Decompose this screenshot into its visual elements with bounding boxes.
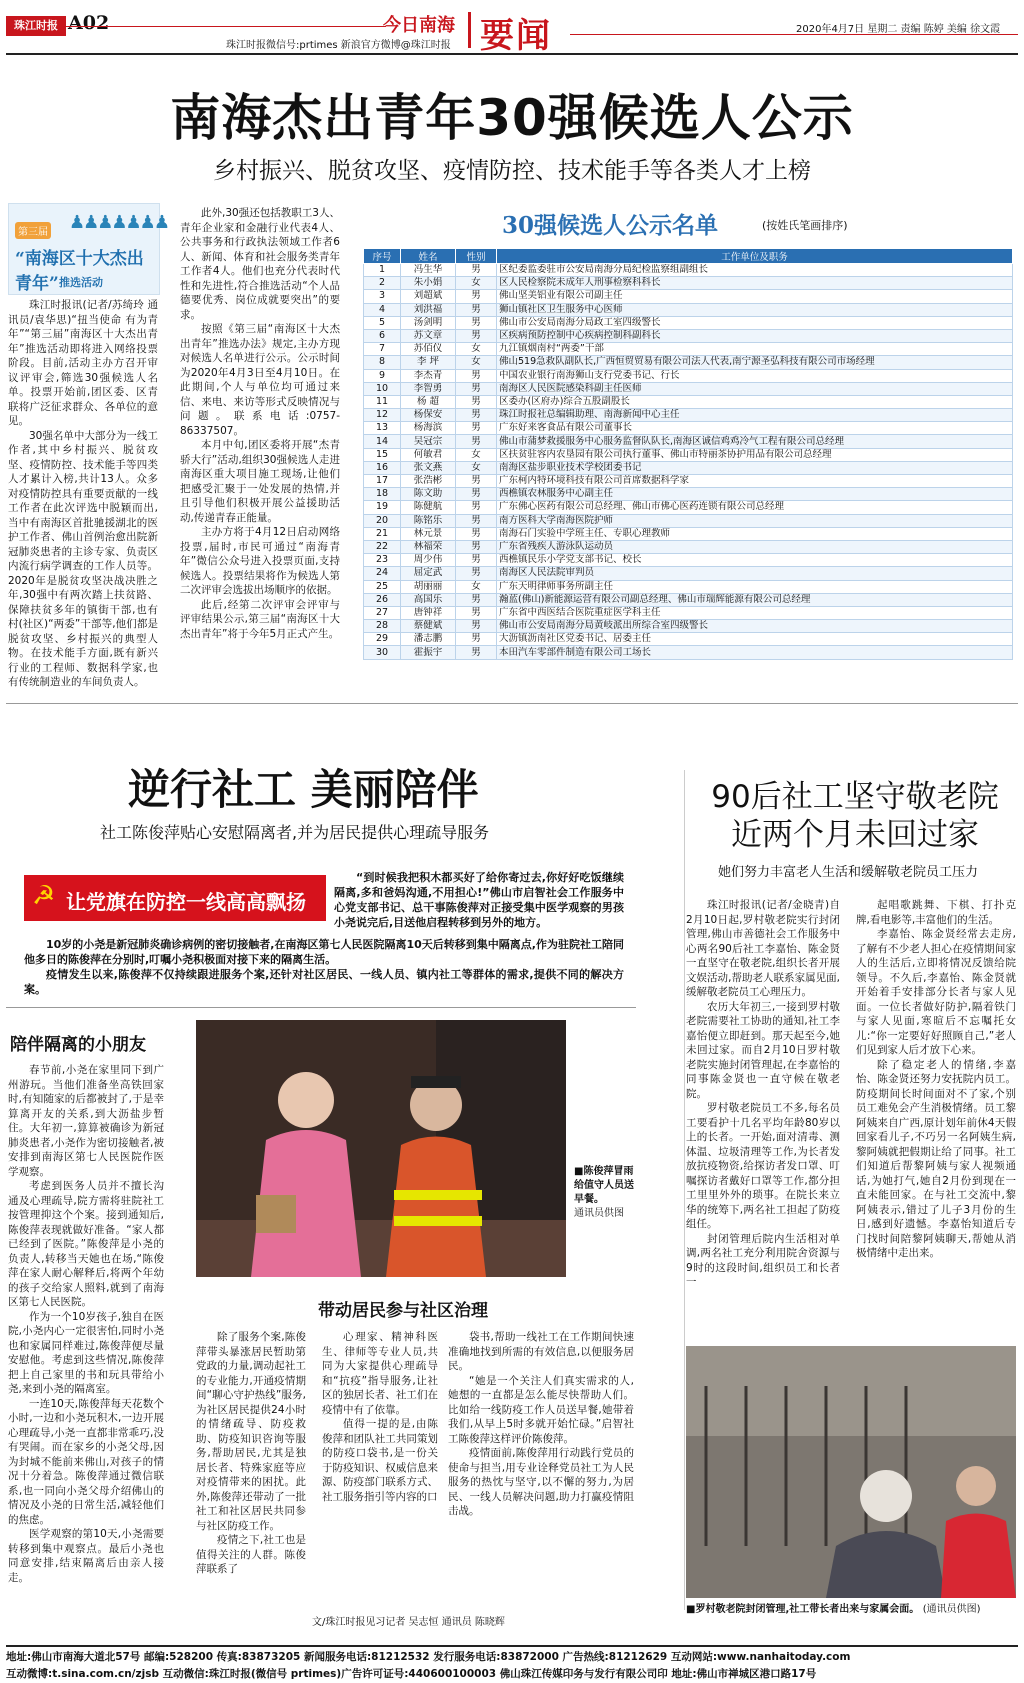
cell-gender: 男: [456, 514, 497, 527]
cell-unit: 南海区盐步职业技术学校团委书记: [497, 461, 1013, 474]
cell-name: 朱小娟: [401, 277, 456, 290]
table-row: [364, 277, 1013, 290]
cell-name: 杨保安: [401, 409, 456, 422]
cell-unit: 中国农业银行南海狮山支行党委书记、行长: [497, 369, 1013, 382]
table-row: [364, 356, 1013, 369]
cell-no: 22: [364, 540, 401, 553]
table-row: [364, 554, 1013, 567]
cell-gender: 男: [456, 264, 497, 277]
candidates-table-body: [364, 264, 1013, 660]
cell-unit: 佛山519急救队副队长,广西恒贸贸易有限公司法人代表,南宁源圣弘科技有限公司市场经理: [497, 356, 1013, 369]
cell-no: 11: [364, 395, 401, 408]
table-row: [364, 264, 1013, 277]
cell-no: 1: [364, 264, 401, 277]
cell-no: 27: [364, 606, 401, 619]
cell-gender: 男: [456, 475, 497, 488]
table-row: [364, 633, 1013, 646]
cell-name: 霍振宇: [401, 646, 456, 659]
table-row: [364, 593, 1013, 606]
banner-tag: 第三届: [15, 222, 51, 239]
cell-gender: 男: [456, 329, 497, 342]
party-flag-banner: [24, 875, 326, 921]
paragraph: 医学观察的第10天,小尧需要转移到集中观察点。最后小尧也同意安排,结束隔离后由亲人接走。: [8, 1528, 164, 1584]
cell-no: 12: [364, 409, 401, 422]
cell-unit: 南海区人民医院感染科副主任医师: [497, 382, 1013, 395]
cell-no: 2: [364, 277, 401, 290]
cell-unit: 佛山市蒲梦救援服务中心服务监督队队长,南海区诚信鸡鸡冷气工程有限公司总经理: [497, 435, 1013, 448]
table-header-row: [364, 249, 1013, 264]
page-footer: [6, 1645, 1018, 1683]
cell-name: 杨 超: [401, 395, 456, 408]
cell-gender: 男: [456, 382, 497, 395]
cell-name: 屈定武: [401, 567, 456, 580]
cell-name: 张文燕: [401, 461, 456, 474]
newspaper-logo: 珠江时报: [6, 16, 66, 36]
cell-name: 李杰青: [401, 369, 456, 382]
cell-name: 苏佰仪: [401, 343, 456, 356]
cell-unit: 区纪委监委驻市公安局南海分局纪检监察组副组长: [497, 264, 1013, 277]
paragraph: 疫情之下,社工也是值得关注的人群。陈俊萍联系了: [196, 1534, 306, 1575]
nursing-home-photo: [686, 1346, 1016, 1598]
cell-gender: 男: [456, 540, 497, 553]
cell-name: 高国乐: [401, 593, 456, 606]
cell-gender: 男: [456, 290, 497, 303]
cell-unit: 珠江时报社总编辑助理、南海新闻中心主任: [497, 409, 1013, 422]
cell-name: 周少伟: [401, 554, 456, 567]
paragraph: 此外,30强还包括教职工3人、青年企业家和金融行业代表4人、公共事务和行政执法领域工作者6人、新闻、体育和社会服务类青年工作者4人。他们也充分代表时代性和先进性,符合推选活动“个人品德要优秀、岗位成就要突出”的要求。: [180, 207, 340, 321]
table-row: [364, 540, 1013, 553]
candidates-title: 30强候选人公示名单: [502, 212, 719, 239]
photo-caption: ■陈俊萍冒雨给值守人员送早餐。: [574, 1166, 634, 1205]
table-row: [364, 488, 1013, 501]
story2-lead: [24, 937, 624, 997]
cell-name: 林元景: [401, 527, 456, 540]
cell-unit: 佛山市公安局南海分局政工室四级警长: [497, 316, 1013, 329]
table-row: [364, 448, 1013, 461]
cell-no: 14: [364, 435, 401, 448]
cell-unit: 广东好来客食品有限公司董事长: [497, 422, 1013, 435]
cell-name: 蔡健斌: [401, 620, 456, 633]
cell-gender: 男: [456, 567, 497, 580]
cell-no: 3: [364, 290, 401, 303]
cell-gender: 女: [456, 448, 497, 461]
paragraph: 罗村敬老院员工不多,每名员工要看护十几名平均年龄80岁以上的长者。一开始,面对清毒、测体温、垃圾清理等工作,为长者发放抗疫物资,给探访者发口罩、叮嘱探访者戴好口罩等工作,都分担工里里外外的琐事。在院长来立华的统筹下,两名社工担起了防疫组任。: [686, 1102, 840, 1230]
cell-name: 刘超斌: [401, 290, 456, 303]
paragraph: 考虑到医务人员并不擅长沟通及心理疏导,院方需将驻院社工按管理抑这个个案。接到通知后,陈俊萍表现就做好准备。“家人都已经到了医院。”陈俊萍是小尧的负责人,转移当天她也在场,“陈俊萍在家人耐心解释后,将两个年幼的孩子交给家人照料,就到了南海区第七人民医院。: [8, 1180, 164, 1308]
header-gender: 性别: [456, 249, 497, 264]
cell-gender: 男: [456, 593, 497, 606]
cell-gender: 男: [456, 316, 497, 329]
section-name: 要闻: [480, 16, 552, 56]
cell-unit: 区委办(区府办)综合五股副股长: [497, 395, 1013, 408]
paragraph: 一连10天,陈俊萍每天花数个小时,一边和小尧玩积木,一边开展心理疏导,小尧一直都非常乖巧,没有哭闹。而在家乡的小尧父母,因为封城不能前来佛山,对孩子的情况十分着急。陈俊萍通过微信联系,也一同向小尧父母介绍佛山的情况及小尧的日常生活,减轻他们的焦虑。: [8, 1397, 164, 1526]
cell-gender: 男: [456, 303, 497, 316]
cell-unit: 广东省残疾人游泳队运动员: [497, 540, 1013, 553]
cell-no: 18: [364, 488, 401, 501]
paragraph: 起唱歌跳舞、下棋、打扑克牌,看电影等,丰富他们的生活。: [856, 899, 1016, 926]
paragraph: 此后,经第二次评审会评审与评审结果公示,第三届“南海区十大杰出青年”将于今年5月正式产生。: [180, 598, 340, 640]
paragraph: 珠江时报讯(记者/苏绮玲 通讯员/袁华思)“扭当使命 有为青年”“第三届”南海区十大杰出青年”推选活动即将进入网络投票阶段。目前,活动主办方召开审议评审会,筛选30强候选人名单。投票开始前,团区委、区青联将广泛征求群众、各单位的意见。: [8, 299, 158, 427]
cell-unit: 瀚蓝(佛山)新能源运营有限公司副总经理、佛山市瑞辉能源有限公司总经理: [497, 593, 1013, 606]
paragraph: 本月中旬,团区委将开展“杰青骄大行”活动,组织30强候选人走进南海区重大项目施工现场,让他们把感受汇聚于一处发展的热情,并且引导他们积极开展公益援助活动,传递青春正能量。: [180, 439, 340, 524]
cell-no: 16: [364, 461, 401, 474]
paragraph: 疫情面前,陈俊萍用行动践行党员的使命与担当,用专业诠释党员社工为人民服务的热忱与坚守,以不懈的努力,为居民、一线人员解决问题,助力打赢疫情阻击战。: [448, 1447, 634, 1517]
cell-unit: 佛山坚美铝业有限公司副主任: [497, 290, 1013, 303]
cell-name: 林福荣: [401, 540, 456, 553]
paragraph: 封闭管理后院内生活相对单调,两名社工充分利用院舍资源与9时的这段时间,组织员工和长者一: [686, 1232, 840, 1288]
paragraph: 主办方将于4月12日启动网络投票,届时,市民可通过“南海青年”微信公众号进入投票页面,支持候选人。投票结果将作为候选人第二次评审会选拔出场顺序的依据。: [180, 526, 340, 596]
dateline: 2020年4月7日 星期二 责编 陈婷 美编 徐文霞: [796, 24, 1001, 35]
cell-gender: 男: [456, 422, 497, 435]
cell-unit: 广东天明律师事务所副主任: [497, 580, 1013, 593]
cell-gender: 男: [456, 409, 497, 422]
table-row: [364, 316, 1013, 329]
cell-unit: 南海石门实验中学班主任、专职心理教师: [497, 527, 1013, 540]
cell-gender: 男: [456, 606, 497, 619]
section-today: 今日南海: [383, 15, 455, 36]
people-silhouettes-icon: ♟♟♟♟♟♟♟: [69, 212, 168, 233]
cell-no: 24: [364, 567, 401, 580]
cell-no: 10: [364, 382, 401, 395]
cell-no: 23: [364, 554, 401, 567]
story2-title: 逆行社工 美丽陪伴: [128, 765, 479, 814]
footer-line-2: 互动微博:t.sina.com.cn/zjsb 互动微信:珠江时报(微信号 prtimes)广告许可证号:440600100003 佛山珠江传媒印务与发行有限公司印 地址:佛山市禅城区港口路17号: [6, 1668, 817, 1680]
cell-no: 6: [364, 329, 401, 342]
lead-paragraph: 10岁的小尧是新冠肺炎确诊病例的密切接触者,在南海区第七人民医院隔离10天后转移到集中隔离点,作为驻院社工陪同他多日的陈俊萍在分别时,叮嘱小尧积极面对接下来的隔离生活。: [24, 938, 624, 966]
cell-name: 陈健航: [401, 501, 456, 514]
masthead-bottom-rule: [6, 53, 1018, 55]
cell-name: 李智勇: [401, 382, 456, 395]
paragraph: 除了服务个案,陈俊萍带头暴涨居民暂助第党政的力量,调动起社工的专业能力,开通疫情期间“聊心守护热线”服务,为社区居民提供24小时的情绪疏导、防疫救助、防疫知识咨询等服务,帮助居民,尤其是独居长者、特殊家庭等应对疫情带来的困扰。此外,陈俊萍还带动了一批社工和社区居民共同参与社区防疫工作。: [196, 1331, 306, 1532]
candidates-note: (按姓氏笔画排序): [762, 219, 848, 232]
table-row: [364, 422, 1013, 435]
cell-gender: 男: [456, 527, 497, 540]
story2-column-2: [196, 1330, 306, 1577]
cell-gender: 女: [456, 580, 497, 593]
cell-name: 潘志鹏: [401, 633, 456, 646]
cell-unit: 广东省中西医结合医院重症医学科主任: [497, 606, 1013, 619]
cell-no: 29: [364, 633, 401, 646]
story2-subhead-1: 陪伴隔离的小朋友: [10, 1035, 146, 1055]
story2-subtitle: 社工陈俊萍贴心安慰隔离者,并为居民提供心理疏导服务: [100, 823, 490, 842]
cell-no: 19: [364, 501, 401, 514]
nursing-home-photo-illustration: [686, 1346, 1016, 1598]
cell-unit: 广东柯内特环境科技有限公司首席数据科学家: [497, 475, 1013, 488]
table-row: [364, 382, 1013, 395]
paragraph: 春节前,小尧在家里同下到广州游玩。当他们准备坐高铁回家时,有知随家的后都被封了,于是幸算离开友的关系,到大沥盐步暂住。大年初一,算算被确诊为新冠肺炎患者,小尧作为密切接触者,被安排到南海区第七人民医院作医学观察。: [8, 1064, 164, 1178]
cell-unit: 南海区人民法院审判员: [497, 567, 1013, 580]
paragraph: 农历大年初三,一接到罗村敬老院需要社工协助的通知,社工李嘉怡便立即赶到。那天起至今,她未回过家。而自2月10日罗村敬老院实施封闭管理起,在李嘉怡的同事陈金贤也一直守候在敬老院。: [686, 1000, 840, 1100]
cell-unit: 本田汽车零部件制造有限公司工场长: [497, 646, 1013, 659]
cell-gender: 男: [456, 435, 497, 448]
wechat-line: 珠江时报微信号:prtimes 新浪官方微博@珠江时报: [226, 40, 451, 51]
cell-no: 4: [364, 303, 401, 316]
table-row: [364, 646, 1013, 659]
cell-name: 李 坪: [401, 356, 456, 369]
story3-photo-caption: [686, 1603, 1016, 1617]
paragraph: 心理家、精神科医生、律师等专业人员,共同为大家提供心理疏导和“抗疫”指导服务,让社区的独居长者、社工们在疫情中有了依靠。: [322, 1331, 438, 1416]
cell-gender: 女: [456, 277, 497, 290]
volunteer-photo-illustration: [196, 1020, 566, 1277]
table-row: [364, 580, 1013, 593]
story3-column-1: [686, 898, 840, 1290]
cell-no: 26: [364, 593, 401, 606]
volunteer-photo: [196, 1020, 566, 1277]
cell-no: 25: [364, 580, 401, 593]
cell-gender: 男: [456, 501, 497, 514]
cell-unit: 西樵镇民乐小学党支部书记、校长: [497, 554, 1013, 567]
cell-no: 7: [364, 343, 401, 356]
cell-unit: 区人民检察院未成年人刑事检察科科长: [497, 277, 1013, 290]
table-row: [364, 501, 1013, 514]
header-name: 姓名: [401, 249, 456, 264]
story3-column-2: [856, 898, 1016, 1261]
cell-gender: 男: [456, 369, 497, 382]
table-row: [364, 435, 1013, 448]
table-row: [364, 409, 1013, 422]
story2-rule: [6, 1007, 636, 1008]
story3-title: [700, 778, 1010, 854]
cell-no: 8: [364, 356, 401, 369]
cell-no: 21: [364, 527, 401, 540]
table-row: [364, 290, 1013, 303]
story3-subtitle: 她们努力丰富老人生活和缓解敬老院员工压力: [718, 865, 979, 880]
column-divider: [684, 770, 685, 1610]
table-row: [364, 567, 1013, 580]
candidates-table: [363, 248, 1013, 660]
paragraph: 珠江时报讯(记者/金晓青)自2月10日起,罗村敬老院实行封闭管理,佛山市善德社会工作服务中心两名90后社工李嘉怡、陈金贤一直坚守在敬老院,组织长者开展文娱活动,帮助老人联系家属见面,缓解敬老院员工心理压力。: [686, 899, 840, 998]
cell-name: 胡丽丽: [401, 580, 456, 593]
page-subtitle: 乡村振兴、脱贫攻坚、疫情防控、技术能手等各类人才上榜: [213, 158, 811, 184]
cell-name: 吴冠宗: [401, 435, 456, 448]
header-no: 序号: [364, 249, 401, 264]
cell-name: 冯生华: [401, 264, 456, 277]
story3-title-line-2: 近两个月未回过家: [731, 817, 979, 853]
story2-column-4: [448, 1330, 634, 1519]
footer-line-1: 地址:佛山市南海大道北57号 邮编:528200 传真:83873205 新闻服务电话:81212532 发行服务电话:83872000 广告热线:81212629 互动网站:www.nanhaitoday.com: [6, 1651, 851, 1663]
table-row: [364, 369, 1013, 382]
cell-no: 28: [364, 620, 401, 633]
story3-caption-credit: (通讯员供图): [922, 1604, 981, 1615]
table-row: [364, 329, 1013, 342]
cell-no: 20: [364, 514, 401, 527]
cell-gender: 男: [456, 633, 497, 646]
hammer-sickle-icon: ☭: [32, 881, 56, 911]
cell-no: 17: [364, 475, 401, 488]
table-row: [364, 303, 1013, 316]
flag-text: 让党旗在防控一线高高飘扬: [66, 890, 306, 914]
section-divider: [468, 12, 471, 48]
cell-name: 刘洪福: [401, 303, 456, 316]
paragraph: 除了稳定老人的情绪,李嘉怡、陈金贤还努力安抚院内员工。防疫期间长时间面对不了家,个别员工难免会产生消极情绪。员工黎阿姨来自广西,原计划年前休4天假回家看儿子,不巧另一名阿姨生病,黎阿姨就把假期让给了同事。社工们知道后帮黎阿姨与家人视频通话,为她打气,她自2月份到现在一直未能回家。在与社工交流中,黎阿姨表示,错过了儿子3月份的生日,感到好遗憾。李嘉怡知道后专门找时间陪黎阿姨聊天,帮她从消极情绪中走出来。: [856, 1058, 1016, 1259]
section-divider-line: [6, 703, 1018, 704]
story3-caption-text: ■罗村敬老院封闭管理,社工带长者出来与家属会面。: [686, 1604, 920, 1615]
story1-column-1: [8, 298, 158, 690]
cell-unit: 广东佛心医药有限公司总经理、佛山市佛心医药连锁有限公司总经理: [497, 501, 1013, 514]
table-row: [364, 395, 1013, 408]
cell-gender: 男: [456, 488, 497, 501]
cell-gender: 男: [456, 395, 497, 408]
paragraph: 值得一提的是,由陈俊萍和团队社工共同策划的防疫口袋书,是一份关于防疫知识、权威信息来源、防疫部门联系方式、社工服务指引等内容的口: [322, 1418, 438, 1503]
cell-gender: 男: [456, 646, 497, 659]
cell-unit: 九江镇烟南村“两委”干部: [497, 343, 1013, 356]
event-banner: [8, 203, 168, 295]
paragraph: 作为一个10岁孩子,独自在医院,小尧内心一定很害怕,同时小尧也和家属同样难过,陈俊萍便尽量安慰他。考虑到这些情况,陈俊萍把上自己家里的书和玩具带给小尧,来到小尧的隔离室。: [8, 1310, 164, 1395]
cell-gender: 女: [456, 356, 497, 369]
cell-unit: 南方医科大学南海医院护师: [497, 514, 1013, 527]
story2-quote: [334, 870, 624, 930]
table-row: [364, 620, 1013, 633]
table-row: [364, 461, 1013, 474]
cell-name: 汤剑明: [401, 316, 456, 329]
cell-name: 何敏君: [401, 448, 456, 461]
cell-no: 9: [364, 369, 401, 382]
cell-name: 陈文助: [401, 488, 456, 501]
story2-column-3: [322, 1330, 438, 1504]
story2-column-1: [8, 1063, 164, 1585]
table-row: [364, 514, 1013, 527]
cell-name: 张浩彬: [401, 475, 456, 488]
lead-paragraph: 疫情发生以来,陈俊萍不仅持续跟进服务个案,还针对社区居民、一线人员、镇内社工等群体的需求,提供不同的解决方案。: [24, 968, 624, 996]
story2-subhead-2: 带动居民参与社区治理: [318, 1301, 488, 1321]
header-unit: 工作单位及职务: [497, 249, 1013, 264]
quote-paragraph: “到时候我把积木都买好了给你寄过去,你好好吃饭继续隔离,多和爸妈沟通,不用担心!”佛山市启智社会工作服务中心党支部书记、总干事陈俊萍对正接受集中医学观察的男孩小尧说完后,目送他启程转移到另外的地方。: [334, 871, 624, 929]
story2-credit: 文/珠江时报见习记者 吴志恒 通讯员 陈晓辉: [312, 1617, 505, 1628]
banner-subtitle: 推选活动: [59, 276, 103, 289]
cell-no: 5: [364, 316, 401, 329]
story3-title-line-1: 90后社工坚守敬老院: [711, 779, 999, 815]
photo-credit: 通讯员供图: [574, 1208, 624, 1219]
cell-unit: 佛山市公安局南海分局黄岐派出所综合室四级警长: [497, 620, 1013, 633]
cell-unit: 大沥镇沥南社区党委书记、居委主任: [497, 633, 1013, 646]
paragraph: 按照《第三届“南海区十大杰出青年”推选办法》规定,主办方现对候选人名单进行公示。公示时间为2020年4月3日至4月10日。在此期间,个人与单位均可通过来信、来电、来访等形式反映情况与问题。联系电话:0757-86337507。: [180, 323, 340, 437]
paragraph: 30强名单中大部分为一线工作者,其中乡村振兴、脱贫攻坚、疫情防控、技术能手等四类人才累计入榜,共计13人。众多对疫情防控具有重要贡献的一线工作者在此次评选中脱颖而出,当中有南海区首批驰援湖北的医护工作者、佛山首例治愈出院新冠肺炎患者的主诊专家、负责区内流行病学调查的工作人员等。2020年是脱贫攻坚决战决胜之年,30强中有两次踏上扶贫路、保障扶贫多年的镇街干部,也有村(社区)“两委”干部等,他们都是脱贫攻坚、乡村振兴的典型人物。在技术能手方面,既有新兴行业的工程师、数据科学家,也有传统制造业的车间负责人。: [8, 429, 158, 688]
cell-name: 苏文章: [401, 329, 456, 342]
table-row: [364, 475, 1013, 488]
table-row: [364, 606, 1013, 619]
paragraph: 袋书,帮助一线社工在工作期间快速准确地找到所需的有效信息,以便服务居民。: [448, 1331, 634, 1372]
page-number: A02: [68, 12, 110, 34]
cell-gender: 男: [456, 620, 497, 633]
cell-name: 唐钟祥: [401, 606, 456, 619]
banner-title: “南海区十大杰出青年”: [15, 249, 144, 294]
cell-gender: 女: [456, 461, 497, 474]
cell-unit: 狮山镇社区卫生服务中心医师: [497, 303, 1013, 316]
table-row: [364, 343, 1013, 356]
cell-name: 陈铭乐: [401, 514, 456, 527]
cell-no: 13: [364, 422, 401, 435]
cell-unit: 区扶贫驻容内农垦园有限公司执行董事、佛山市特丽茶协护用品有限公司总经理: [497, 448, 1013, 461]
cell-unit: 区疾病预防控制中心疾病控制科副科长: [497, 329, 1013, 342]
cell-unit: 西樵镇农林服务中心副主任: [497, 488, 1013, 501]
page-title: 南海杰出青年30强候选人公示: [170, 89, 854, 147]
story1-column-2: [180, 206, 340, 641]
masthead-rule: [66, 26, 386, 27]
cell-no: 30: [364, 646, 401, 659]
cell-gender: 男: [456, 554, 497, 567]
table-row: [364, 527, 1013, 540]
paragraph: 李嘉怡、陈金贤经常去走房,了解有不少老人担心在疫情期间家人的生活后,立即将情况反馈给院领导。不久后,李嘉怡、陈金贤就开始着手安排部分长者与家人见面。一位长者做好防护,隔着铁门与家人见面,寒暄后不忘嘱托女儿:“你一定要好好照顾自己,”老人们见到家人后才放下心来。: [856, 928, 1016, 1056]
paragraph: “她是一个关注人们真实需求的人,她想的一直都是怎么能尽快帮助人们。比如给一线防疫工作人员送早餐,她带着我们,从早上5时多就开始忙碌。”启智社工陈俊萍这样评价陈俊萍。: [448, 1374, 634, 1445]
cell-name: 杨海滨: [401, 422, 456, 435]
cell-gender: 女: [456, 343, 497, 356]
cell-no: 15: [364, 448, 401, 461]
